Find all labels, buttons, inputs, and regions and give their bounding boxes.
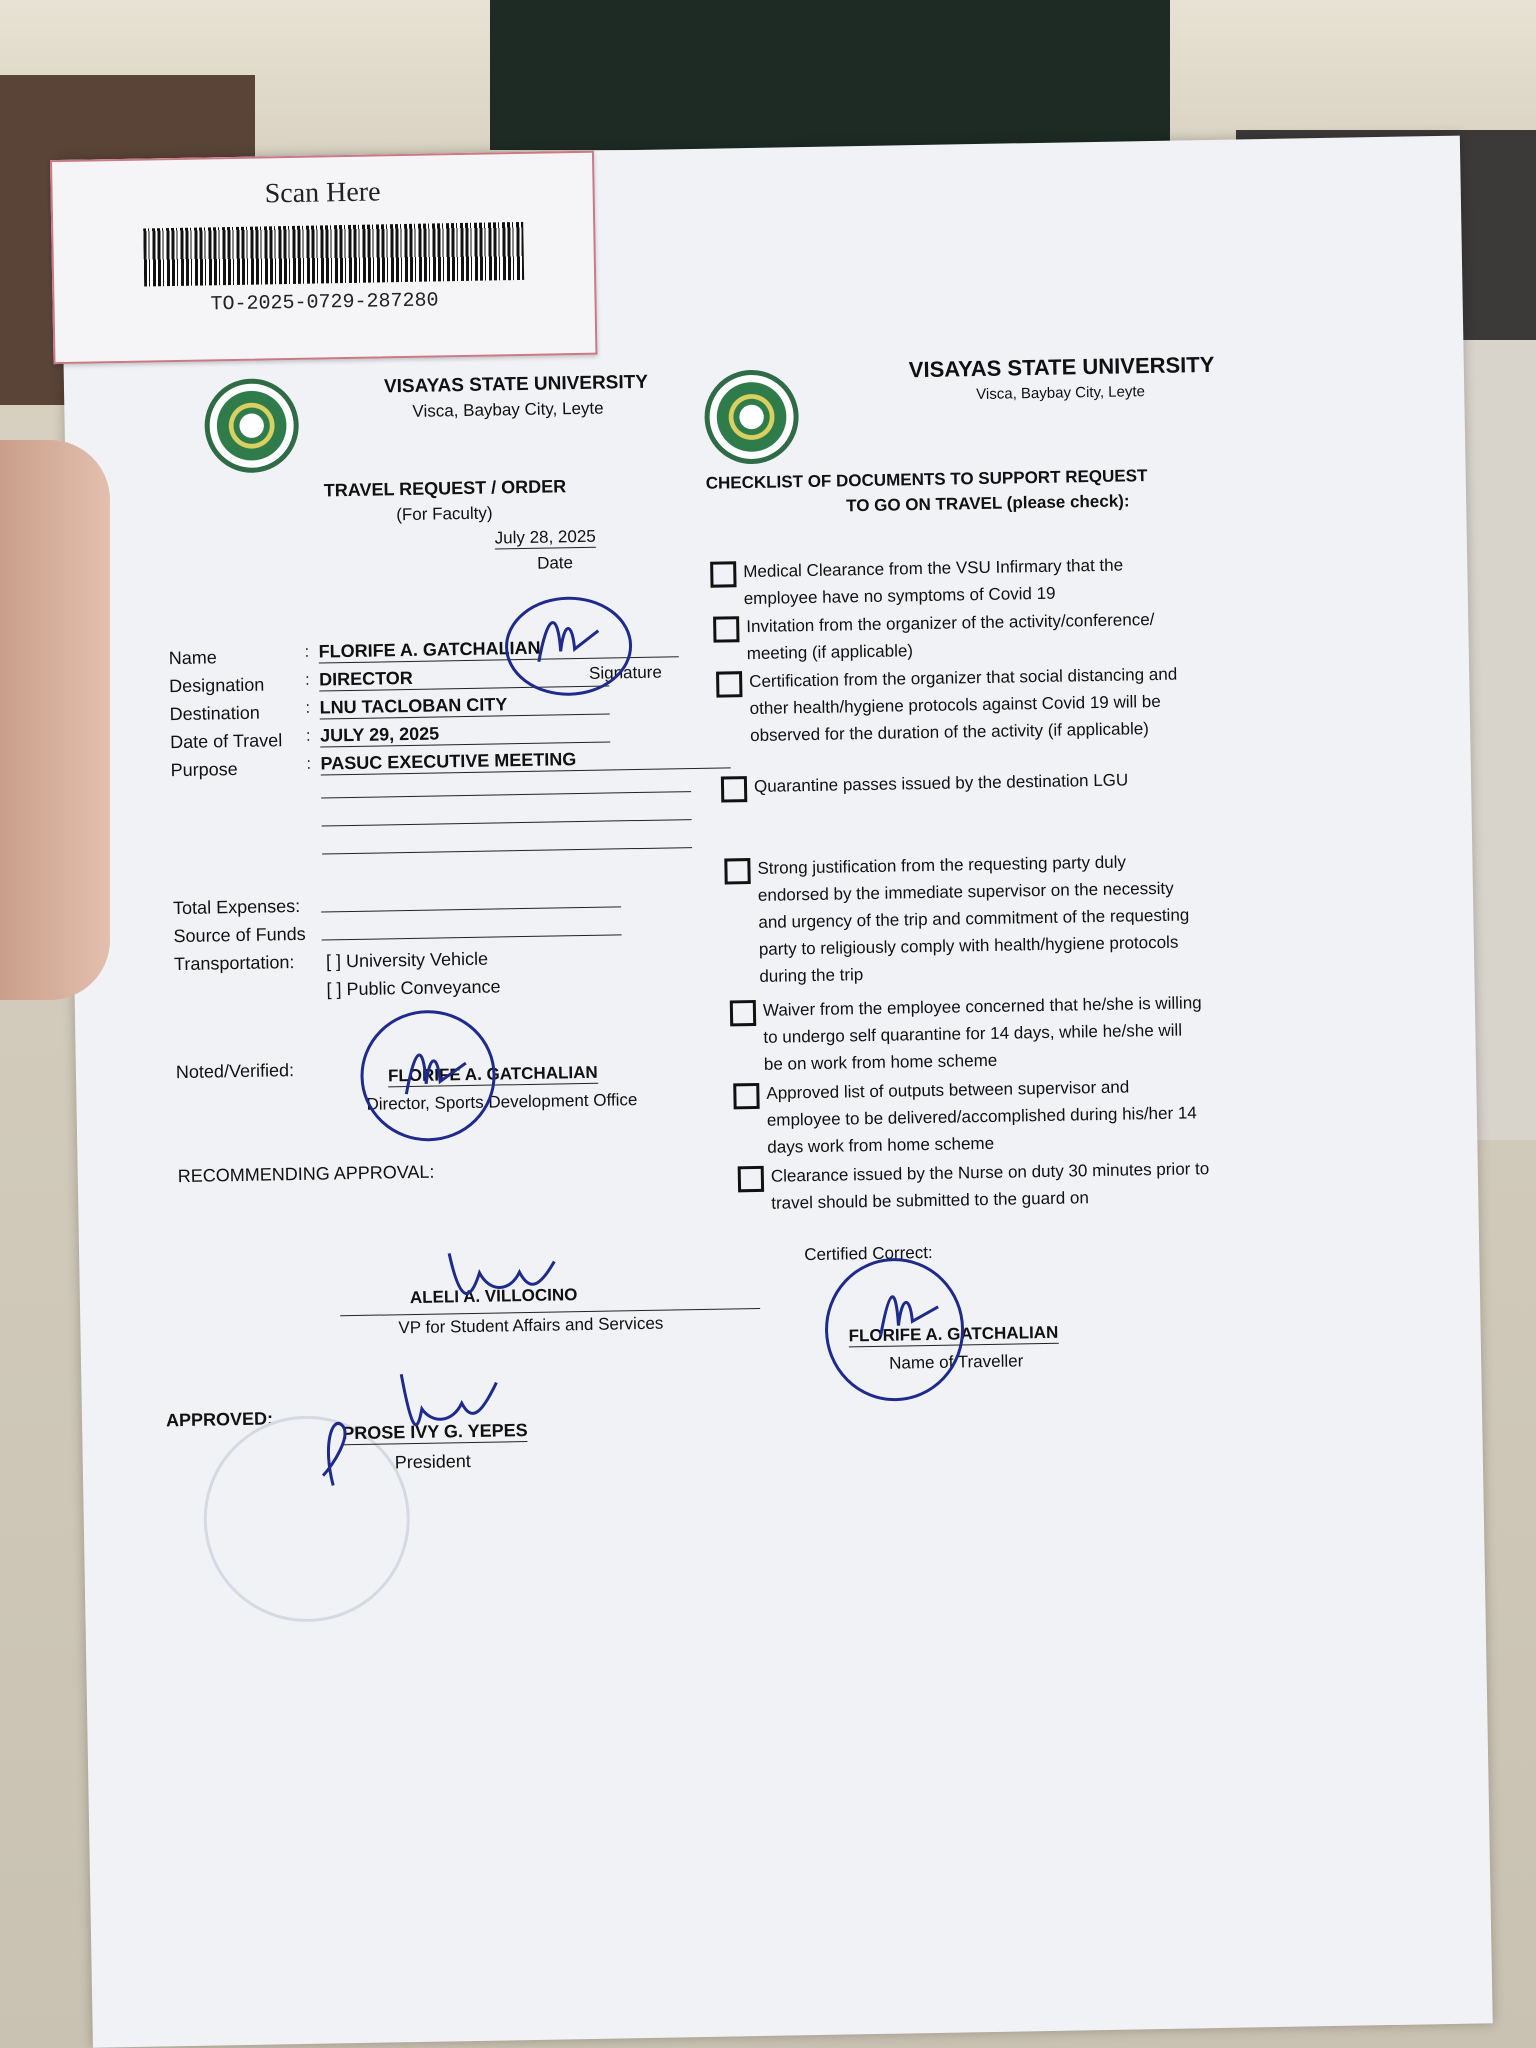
- checklist-item: Clearance issued by the Nurse on duty 30 minutes prior to travel should be submitted to the guard on: [770, 1159, 1210, 1213]
- approved-signature-icon: [301, 1352, 523, 1496]
- recommending-signature-icon: [429, 1231, 570, 1313]
- field-label-designation: Designation: [169, 674, 265, 697]
- applicant-signature-icon: [498, 590, 650, 703]
- checklist-checkbox[interactable]: [724, 858, 750, 884]
- checklist-checkbox[interactable]: [716, 671, 742, 697]
- field-value-designation: DIRECTOR: [319, 664, 609, 691]
- checklist-checkbox[interactable]: [730, 1000, 756, 1026]
- request-date: July 28, 2025: [494, 526, 596, 548]
- checklist-title-line2: TO GO ON TRAVEL (please check):: [845, 491, 1130, 516]
- transport-option-public-conveyance[interactable]: [ ] Public Conveyance: [326, 976, 501, 1000]
- blank-line: [321, 791, 691, 798]
- barcode-icon: [143, 222, 524, 287]
- field-value-date-of-travel: JULY 29, 2025: [320, 720, 610, 747]
- university-seal-icon: [204, 378, 300, 474]
- recommending-title: VP for Student Affairs and Services: [398, 1313, 664, 1338]
- checklist-checkbox[interactable]: [710, 561, 736, 587]
- signature-label: Signature: [588, 662, 662, 683]
- noted-verified-label: Noted/Verified:: [175, 1060, 295, 1083]
- barcode-sticker[interactable]: [50, 151, 597, 364]
- certified-correct-label: Certified Correct:: [804, 1242, 933, 1265]
- checklist-checkbox[interactable]: [721, 776, 747, 802]
- total-expenses-label: Total Expenses:: [172, 895, 301, 919]
- field-label-date-of-travel: Date of Travel: [170, 730, 283, 753]
- blank-line: [322, 847, 692, 854]
- right-university-name: VISAYAS STATE UNIVERSITY: [908, 351, 1215, 383]
- noted-name: FLORIFE A. GATCHALIAN: [387, 1062, 598, 1086]
- university-seal-icon: [704, 369, 800, 465]
- checklist-item: Invitation from the organizer of the activity/conference/ meeting (if applicable): [746, 609, 1155, 664]
- field-label-destination: Destination: [169, 702, 260, 725]
- tracking-code: TO-2025-0729-287280: [210, 289, 439, 317]
- checklist-item: Strong justification from the requesting party duly endorsed by the immediate supervisor on the necessity and urgency of the trip and commitment of the requesting party to religiously comply with health/hygiene protocols during the trip: [757, 852, 1190, 986]
- sticker-title: Scan Here: [264, 176, 381, 210]
- form-subtitle: (For Faculty): [396, 503, 493, 525]
- left-university-name: VISAYAS STATE UNIVERSITY: [383, 371, 649, 398]
- noted-signature-icon: [355, 1002, 507, 1145]
- approved-title: President: [394, 1451, 471, 1473]
- checklist-checkbox[interactable]: [738, 1166, 764, 1192]
- checklist-title-line1: CHECKLIST OF DOCUMENTS TO SUPPORT REQUEST: [705, 466, 1148, 493]
- holding-hand: [0, 440, 110, 1000]
- date-label: Date: [536, 553, 574, 573]
- transportation-label: Transportation:: [173, 952, 295, 975]
- form-title: TRAVEL REQUEST / ORDER: [323, 476, 567, 501]
- right-university-address: Visca, Baybay City, Leyte: [976, 383, 1146, 404]
- recommending-approval-label: RECOMMENDING APPROVAL:: [177, 1161, 435, 1187]
- field-value-destination: LNU TACLOBAN CITY: [319, 692, 609, 719]
- field-label-name: Name: [168, 647, 217, 669]
- checklist-item: Waiver from the employee concerned that he/she is willing to undergo self quarantine for 14 days, while he/she will be on work from home scheme: [762, 993, 1202, 1074]
- approved-label: APPROVED:: [165, 1408, 274, 1431]
- checklist-checkbox[interactable]: [713, 616, 739, 642]
- traveller-signature-icon: [819, 1254, 972, 1407]
- field-value-name: FLORIFE A. GATCHALIAN: [318, 635, 678, 663]
- checklist-checkbox[interactable]: [733, 1083, 759, 1109]
- traveller-label: Name of Traveller: [888, 1351, 1024, 1373]
- source-of-funds-line: [322, 934, 622, 940]
- source-of-funds-label: Source of Funds: [173, 923, 306, 947]
- background-flag: [490, 0, 1170, 150]
- approved-name: PROSE IVY G. YEPES: [342, 1420, 528, 1444]
- checklist-item: Quarantine passes issued by the destination LGU: [753, 770, 1129, 796]
- travel-order-document: [60, 136, 1493, 2048]
- left-university-address: Visca, Baybay City, Leyte: [412, 398, 604, 421]
- traveller-name: FLORIFE A. GATCHALIAN: [848, 1322, 1059, 1346]
- checklist-item: Medical Clearance from the VSU Infirmary that the employee have no symptoms of Covid 19: [743, 555, 1124, 609]
- checklist-item: Approved list of outputs between supervisor and employee to be delivered/accomplished during his/her 14 days work from home scheme: [766, 1077, 1197, 1157]
- total-expenses-line: [321, 906, 621, 912]
- recommending-name: ALELI A. VILLOCINO: [409, 1285, 578, 1308]
- field-label-purpose: Purpose: [170, 758, 238, 781]
- checklist-item: Certification from the organizer that social distancing and other health/hygiene protocols against Covid 19 will be observed for the duration of the activity (if applicable): [749, 664, 1178, 746]
- noted-title: Director, Sports Development Office: [366, 1090, 638, 1114]
- request-fields: Name : FLORIFE A. GATCHALIAN Designation : DIRECTOR Destination : LNU TACLOBAN CITY Date of Travel : JULY 29, 2025 Purpose : PASUC EXECUTIVE MEETING: [60, 136, 1460, 160]
- field-value-purpose: PASUC EXECUTIVE MEETING: [320, 746, 730, 775]
- blank-line: [322, 819, 692, 826]
- transport-option-university-vehicle[interactable]: [ ] University Vehicle: [325, 948, 489, 972]
